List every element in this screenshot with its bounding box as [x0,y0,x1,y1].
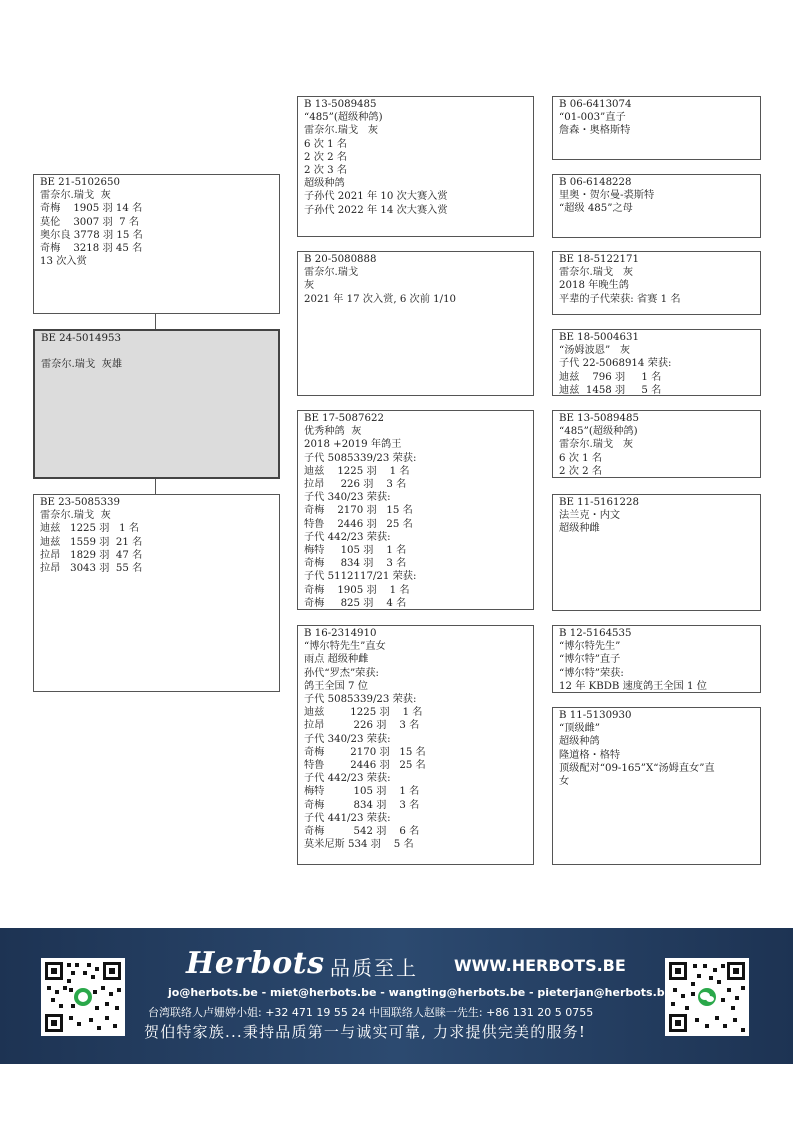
pedigree-line: 子代 340/23 荣获: [304,492,391,504]
ring-number: B 12-5164535 [559,628,632,639]
email-contacts[interactable]: jo@herbots.be - miet@herbots.be - wangting@herbots.be - pieterjan@herbots.be [168,986,673,999]
pedigree-line: 雷奈尔.瑞戈 灰 [40,190,111,202]
ring-number: BE 11-5161228 [559,497,639,508]
pedigree-line: 2018 +2019 年鸽王 [304,439,402,451]
pedigree-line: 莫伦 3007 羽 7 名 [40,216,140,228]
pedigree-line: “485”(超级种鸽) [304,112,383,124]
dam-box [33,494,280,692]
ring-number: BE 21-5102650 [40,177,120,188]
pedigree-line: 梅特 105 羽 1 名 [304,545,407,557]
pedigree-line: “博尔特先生” [559,641,621,653]
slogan: 品质至上 [330,956,418,980]
sire-sire-dam-box [552,174,761,238]
pedigree-line: 2 次 2 名 [559,465,603,477]
pedigree-line: 灰 [304,280,315,292]
pedigree-line: 迪兹 1225 羽 1 名 [304,465,410,477]
pedigree-line: 子代 441/23 荣获: [304,812,391,824]
company-motto: 贺伯特家族...秉持品质第一与诚实可靠, 力求提供完美的服务! [144,1023,587,1041]
pedigree-line: 奇梅 834 羽 3 名 [304,799,420,811]
pedigree-line: 顶级配对“09-165”X“汤姆直女”直 [559,762,715,774]
pedigree-line: 雷奈尔.瑞戈 灰 [304,125,379,137]
dam-sire-dam-box [552,494,761,611]
sire-box [33,174,280,314]
pedigree-line: 雷奈尔.瑞戈 [304,267,359,279]
sire-subject-connector [155,314,156,330]
pedigree-line: 奇梅 1905 羽 1 名 [304,584,410,596]
pedigree-line: 奇梅 542 羽 6 名 [304,826,420,838]
ring-number: BE 23-5085339 [40,497,120,508]
dam-dam-dam-box [552,707,761,865]
ring-number: BE 17-5087622 [304,413,384,424]
sire-dam-dam-box [552,329,761,396]
subject-dam-connector [155,478,156,494]
pedigree-line: 子代 340/23 荣获: [304,733,391,745]
pedigree-line: 奇梅 3218 羽 45 名 [40,243,143,255]
pedigree-line: 特鲁 2446 羽 25 名 [304,760,426,772]
pedigree-line: 拉昂 226 羽 3 名 [304,720,420,732]
dam-sire-box [297,410,534,610]
pedigree-line: 2 次 3 名 [304,165,348,177]
ring-number: BE 13-5089485 [559,413,639,424]
pedigree-line: 雷奈尔.瑞戈 灰 [40,510,111,522]
pedigree-line: 雷奈尔.瑞戈 灰 [559,267,634,279]
pedigree-line: 雷奈尔.瑞戈 灰雄 [41,359,123,371]
ring-number: B 06-6148228 [559,177,632,188]
pedigree-line: 法兰克・内文 [559,510,621,522]
pedigree-line: 12 年 KBDB 速度鸽王全国 1 位 [559,680,707,692]
ring-number: BE 18-5004631 [559,332,639,343]
pedigree-line: 梅特 105 羽 1 名 [304,786,420,798]
pedigree-line: 拉昂 1829 羽 47 名 [40,549,143,561]
qr-code-left [41,958,125,1036]
pedigree-line: “博尔特”直子 [559,654,621,666]
qr-code-right [665,958,749,1036]
pedigree-line: “博尔特先生”直女 [304,641,386,653]
sire-sire-box [297,96,534,237]
pedigree-line: 迪兹 796 羽 1 名 [559,371,662,383]
pedigree-line: 子代 442/23 荣获: [304,773,391,785]
ring-number: B 16-2314910 [304,628,377,639]
ring-number: B 20-5080888 [304,254,377,265]
pedigree-line: “博尔特”荣获: [559,667,624,679]
sire-dam-box [297,251,534,396]
pedigree-line: 子代 5112117/21 荣获: [304,571,417,583]
pedigree-line: 2018 年晚生鸽 [559,280,629,292]
website-link[interactable]: WWW.HERBOTS.BE [454,956,626,975]
pedigree-line: 子代 5085339/23 荣获: [304,452,417,464]
ring-number: BE 18-5122171 [559,254,639,265]
pedigree-line: 13 次入赏 [40,256,87,268]
pedigree-line: 雷奈尔.瑞戈 灰 [559,439,634,451]
pedigree-line: 迪兹 1559 羽 21 名 [40,536,143,548]
pedigree-line: 奇梅 1905 羽 14 名 [40,203,143,215]
pedigree-line: 奇梅 825 羽 4 名 [304,597,407,609]
pedigree-line: 鸽王全国 7 位 [304,680,368,692]
pedigree-line: 子代 5085339/23 荣获: [304,694,417,706]
pedigree-line: 迪兹 1225 羽 1 名 [40,523,140,535]
pedigree-line: 女 [559,776,570,788]
pedigree-line: 2021 年 17 次入赏, 6 次前 1/10 [304,293,457,305]
pedigree-line: 特鲁 2446 羽 25 名 [304,518,413,530]
pedigree-line: 奇梅 2170 羽 15 名 [304,505,413,517]
pedigree-line: 迪兹 1458 羽 5 名 [559,384,662,396]
pedigree-line: 拉昂 3043 羽 55 名 [40,563,143,575]
sire-sire-sire-box [552,96,761,160]
pedigree-line: 拉昂 226 羽 3 名 [304,479,407,491]
pedigree-line: 子代 22-5068914 荣获: [559,358,672,370]
pedigree-line: 里奥・贺尔曼-裘斯特 [559,190,655,202]
ring-number: B 06-6413074 [559,99,632,110]
pedigree-line: 平辈的子代荣获: 省赛 1 名 [559,293,681,305]
pedigree-line: 2 次 2 名 [304,151,348,163]
pedigree-line: 优秀种鸽 灰 [304,426,362,438]
pedigree-line: 子孙代 2022 年 14 次大赛入赏 [304,204,448,216]
pedigree-line: 詹森・奥格斯特 [559,125,631,137]
ring-number: B 11-5130930 [559,710,632,721]
pedigree-line: 孙代“罗杰”荣获: [304,667,379,679]
herbots-logo: Herbots [186,946,325,981]
pedigree-line: 隆道格・格特 [559,749,621,761]
pedigree-line: 奇梅 2170 羽 15 名 [304,746,426,758]
pedigree-line: 奇梅 834 羽 3 名 [304,558,407,570]
pedigree-line: 子孙代 2021 年 10 次大赛入赏 [304,191,448,203]
pedigree-line: 超级种雌 [559,523,600,535]
pedigree-line: 子代 442/23 荣获: [304,531,391,543]
subject-box [33,329,280,479]
dam-dam-box [297,625,534,865]
ring-number: B 13-5089485 [304,99,377,110]
dam-dam-sire-box [552,625,761,693]
pedigree-line: 6 次 1 名 [304,138,348,150]
dam-sire-sire-box [552,410,761,478]
ring-number: BE 24-5014953 [41,333,121,344]
pedigree-line: “汤姆波恩” 灰 [559,345,631,357]
sire-dam-sire-box [552,251,761,315]
pedigree-line: “顶级雌” [559,723,600,735]
pedigree-line: 超级种鸽 [559,736,600,748]
phone-contacts: 台湾联络人卢姗婷小姐: +32 471 19 55 24 中国联络人赵睐一先生: +86 131 20 5 0755 [148,1006,594,1019]
pedigree-line: 超级种鸽 [304,178,345,190]
pedigree-line: 莫米尼斯 534 羽 5 名 [304,839,414,851]
pedigree-line: 奥尔良 3778 羽 15 名 [40,229,143,241]
pedigree-line: “01-003”直子 [559,112,626,124]
pedigree-line: 雨点 超级种雌 [304,654,369,666]
pedigree-line: “485”(超级种鸽) [559,426,638,438]
footer-banner [0,928,793,1064]
pedigree-line: “超级 485”之母 [559,203,633,215]
pedigree-line: 6 次 1 名 [559,452,603,464]
pedigree-line: 迪兹 1225 羽 1 名 [304,707,423,719]
pedigree-line [41,345,272,358]
